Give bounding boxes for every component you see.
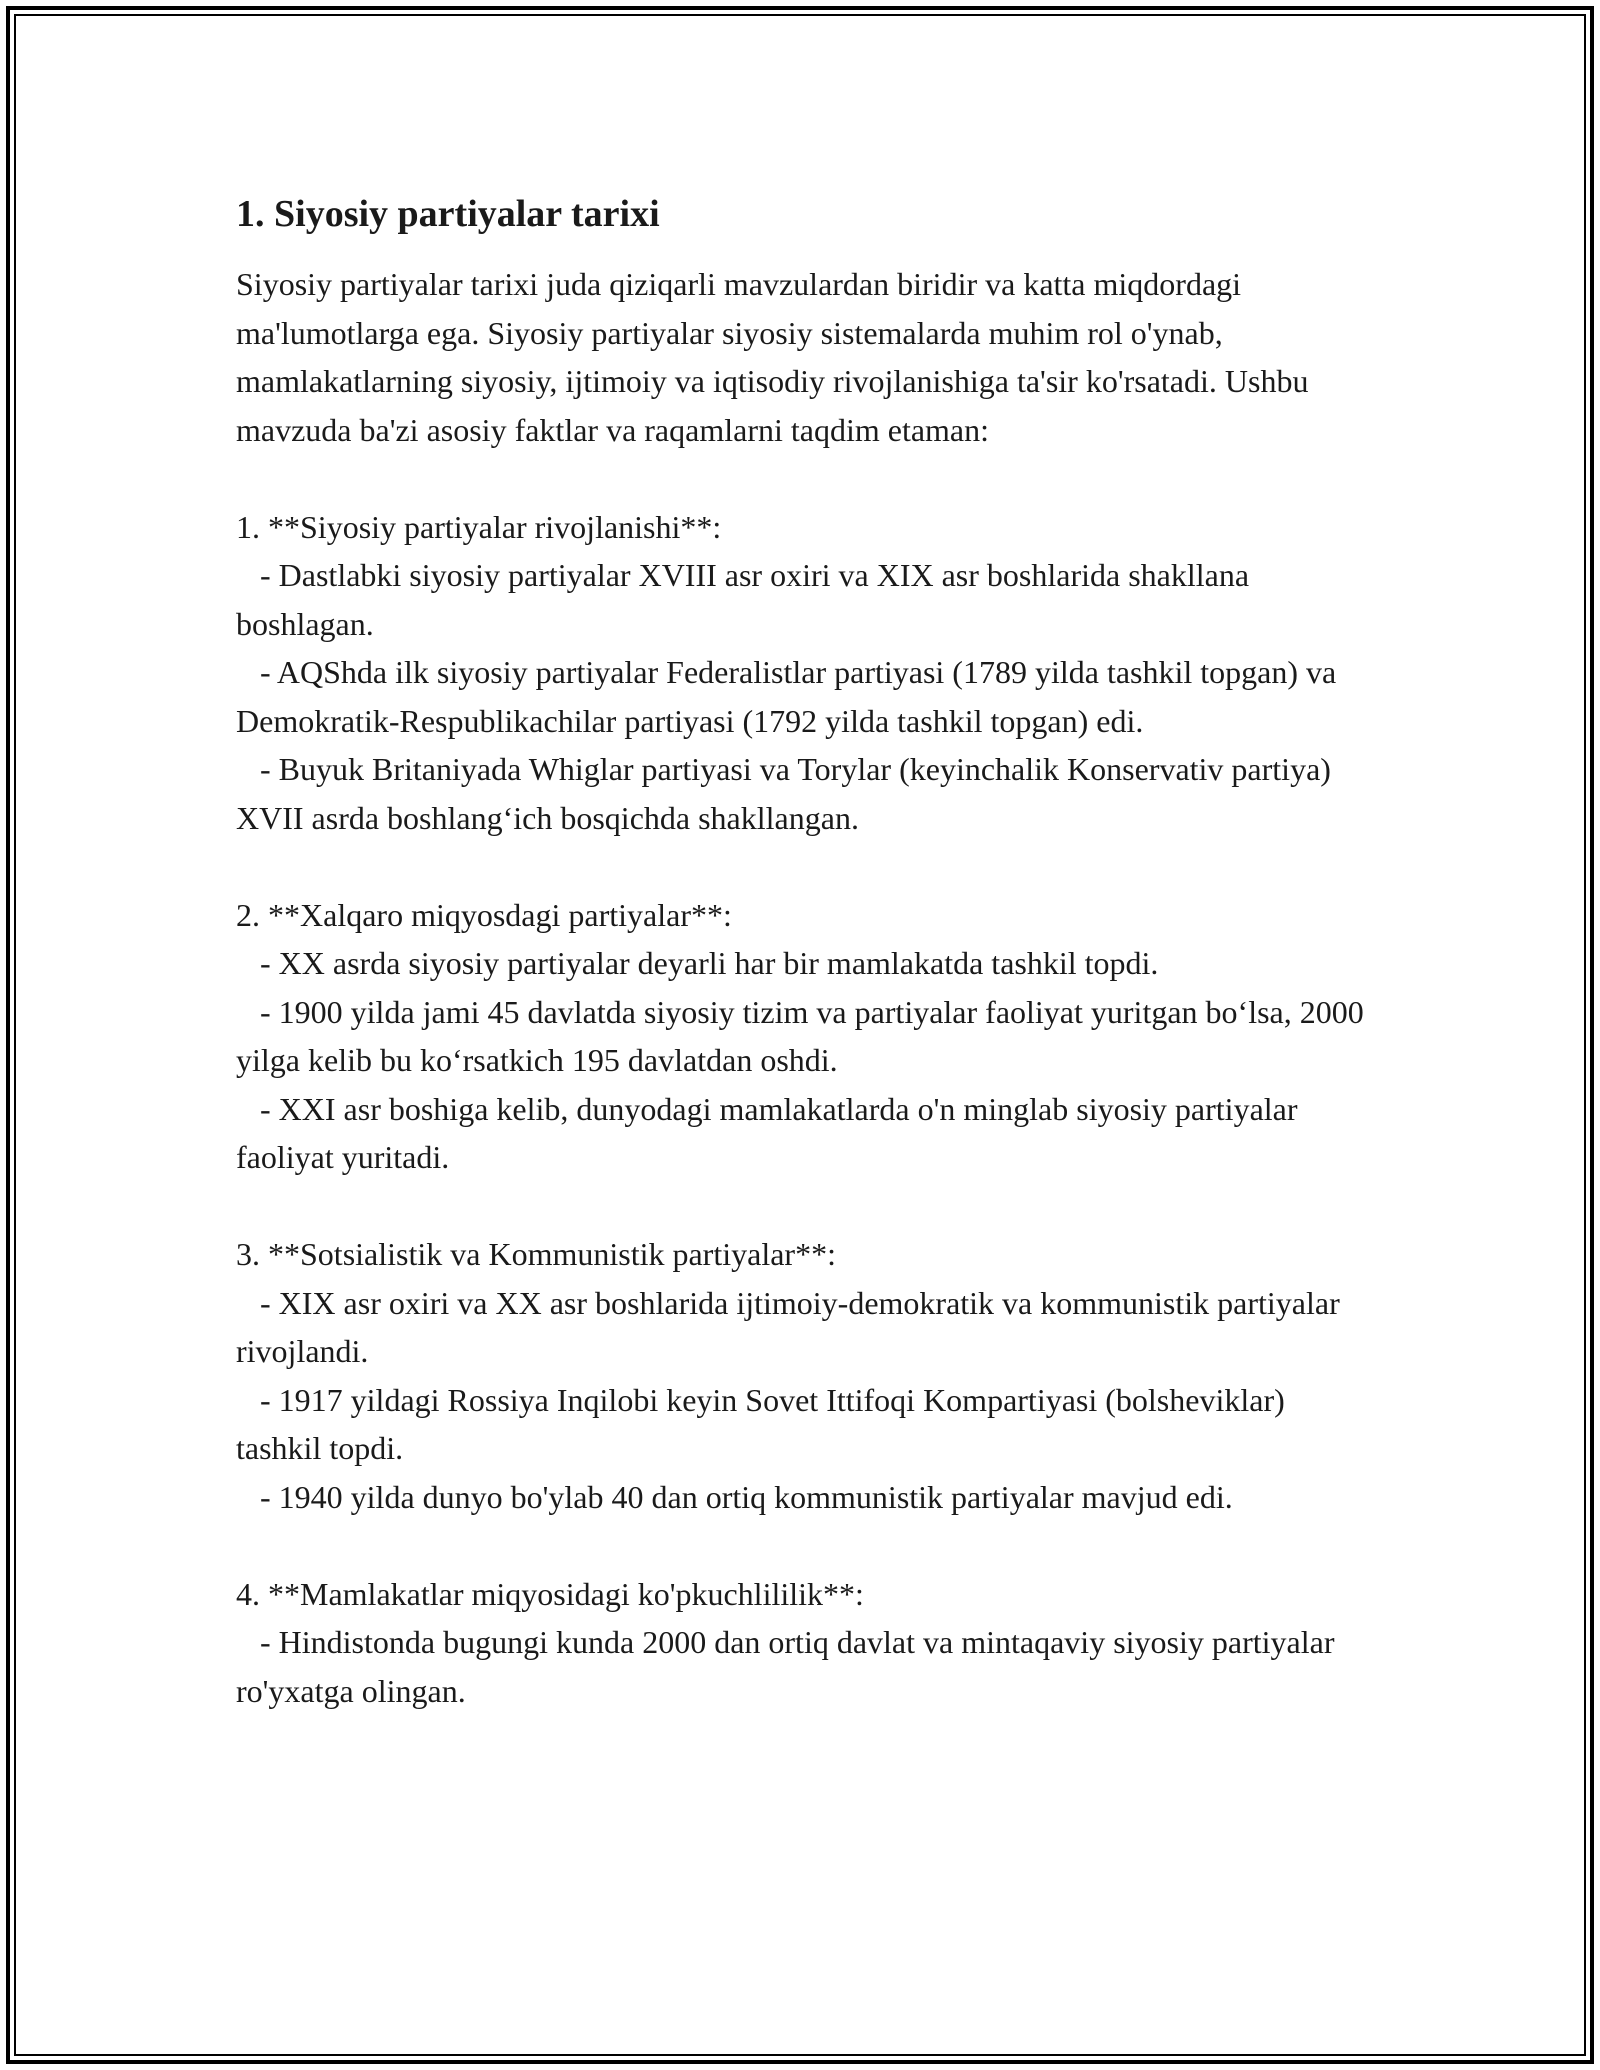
list-item: - XXI asr boshiga kelib, dunyodagi mamlakatlarda o'n minglab siyosiy partiyalar faoliyat yuritadi. bbox=[236, 1090, 1306, 1175]
list-item: - 1900 yilda jami 45 davlatda siyosiy tizim va partiyalar faoliyat yuritgan bo‘lsa, 2000 yilga kelib bu ko‘rsatkich 195 davlatdan oshdi. bbox=[236, 993, 1372, 1078]
list-item: - XX asrda siyosiy partiyalar deyarli har bir mamlakatda tashkil topdi. bbox=[236, 945, 1159, 981]
document-body bbox=[236, 188, 1372, 1715]
section-1 bbox=[236, 503, 1366, 843]
section-3 bbox=[236, 1230, 1366, 1521]
list-item: - XIX asr oxiri va XX asr boshlarida ijtimoiy-demokratik va kommunistik partiyalar rivojlandi. bbox=[236, 1284, 1348, 1369]
list-item: - Dastlabki siyosiy partiyalar XVIII asr oxiri va XIX asr boshlarida shakllana boshlagan. bbox=[236, 557, 1258, 642]
section-heading: 3. **Sotsialistik va Kommunistik partiyalar**: bbox=[236, 1236, 836, 1272]
section-heading: 2. **Xalqaro miqyosdagi partiyalar**: bbox=[236, 896, 732, 933]
list-item: - Hindistonda bugungi kunda 2000 dan ortiq davlat va mintaqaviy siyosiy partiyalar ro'yxatga olingan. bbox=[236, 1624, 1343, 1709]
section-4 bbox=[236, 1570, 1366, 1716]
document-title: 1. Siyosiy partiyalar tarixi bbox=[236, 193, 660, 235]
section-heading: 4. **Mamlakatlar miqyosidagi ko'pkuchlililik**: bbox=[236, 1575, 864, 1612]
section-heading: 1. **Siyosiy partiyalar rivojlanishi**: bbox=[236, 508, 722, 545]
list-item: - Buyuk Britaniyada Whiglar partiyasi va Torylar (keyinchalik Konservativ partiya) XVII asrda boshlang‘ich bosqichda shakllangan. bbox=[236, 751, 1339, 836]
list-item: - AQShda ilk siyosiy partiyalar Federalistlar partiyasi (1789 yilda tashkil topgan) va Demokratik-Respublikachilar partiyasi (1792 yilda tashkil topgan) edi. bbox=[236, 654, 1345, 739]
section-2 bbox=[236, 891, 1372, 1182]
list-item: - 1917 yildagi Rossiya Inqilobi keyin Sovet Ittifoqi Kompartiyasi (bolsheviklar) tashkil topdi. bbox=[236, 1381, 1293, 1466]
list-item: - 1940 yilda dunyo bo'ylab 40 dan ortiq kommunistik partiyalar mavjud edi. bbox=[236, 1478, 1233, 1515]
intro-paragraph: Siyosiy partiyalar tarixi juda qiziqarli mavzulardan biridir va katta miqdordagi ma'lumotlarga ega. Siyosiy partiyalar siyosiy sistemalarda muhim rol o'ynab, mamlakatlarning siyosiy, ijtimoiy va iqtisodiy rivojlanishiga ta'sir ko'rsatadi. Ushbu mavzuda ba'zi asosiy faktlar va raqamlarni taqdim etaman: bbox=[236, 266, 1309, 448]
